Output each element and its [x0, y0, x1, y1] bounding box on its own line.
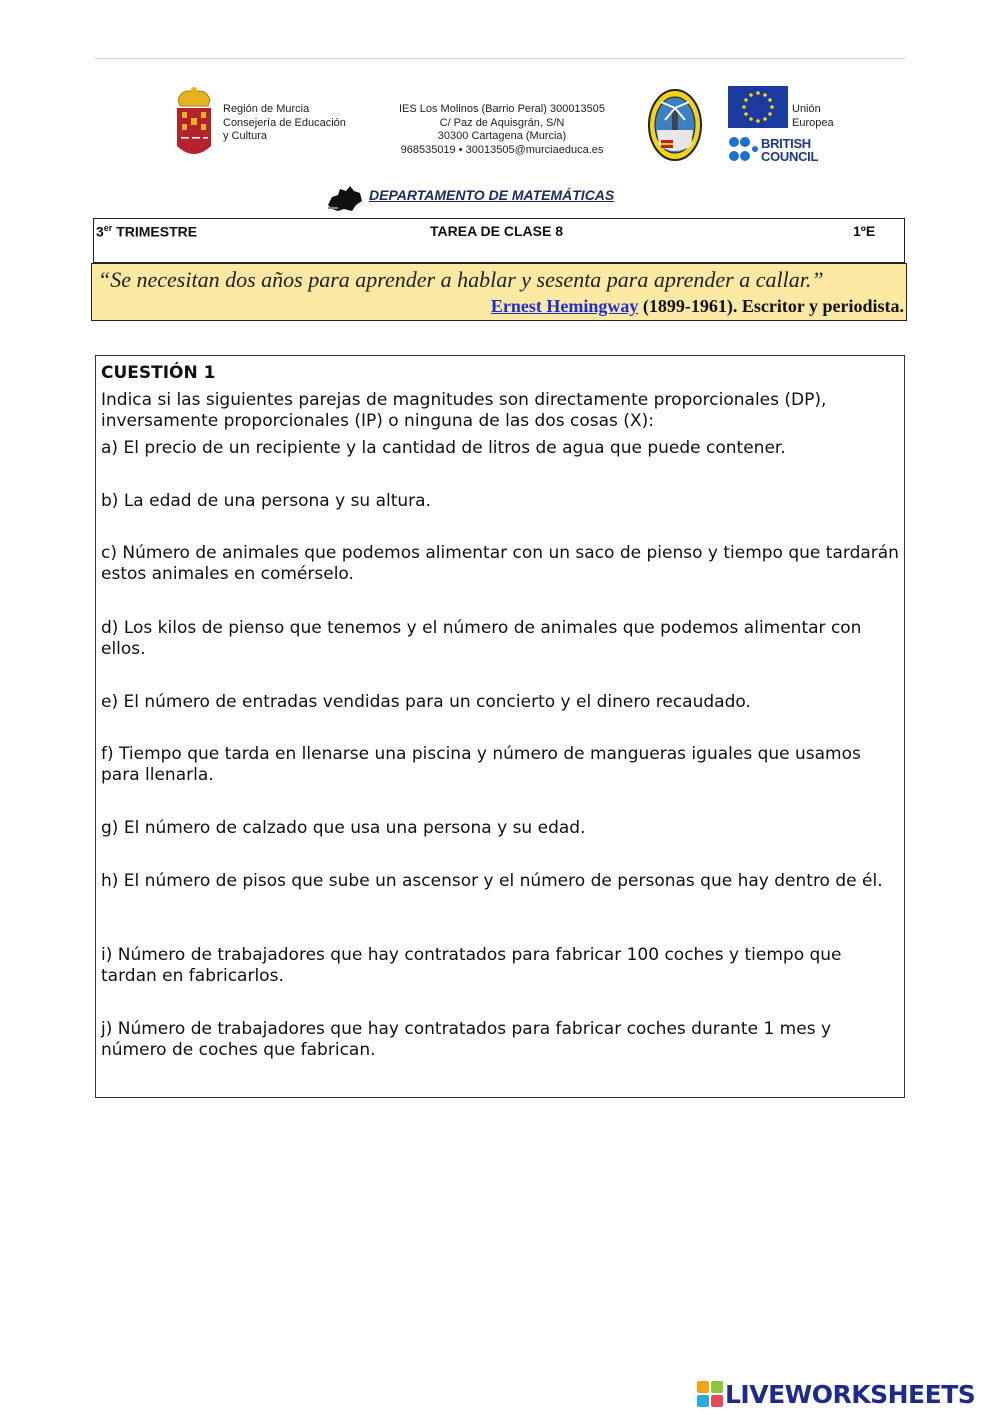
british-council-line: COUNCIL	[761, 149, 819, 164]
curso-label: 1ºE	[853, 223, 876, 239]
question-box	[95, 355, 905, 1098]
murcia-line: Región de Murcia	[223, 103, 310, 115]
school-line: 968535019 • 30013505@murciaeduca.es	[400, 143, 604, 156]
top-rule	[95, 58, 905, 59]
quote-author-link[interactable]: Ernest Hemingway	[490, 296, 639, 316]
eu-flag-icon	[728, 86, 788, 128]
eu-line: Unión	[792, 103, 821, 115]
assignment-info-box	[93, 218, 905, 263]
department-region-icon	[326, 183, 364, 213]
school-line: IES Los Molinos (Barrio Peral) 300013505	[398, 103, 606, 115]
question-item: i) Número de trabajadores que hay contratados para fabricar 100 coches y tiempo que tardan en fabricarlos.	[101, 945, 842, 986]
question-title: CUESTIÓN 1	[101, 363, 216, 383]
british-council-label	[761, 137, 818, 163]
eu-line: Europea	[792, 116, 834, 129]
question-intro: Indica si las siguientes parejas de magnitudes son directamente proporcionales (DP), inversamente proporcionales (IP) o ninguna de las dos cosas (X):	[101, 390, 827, 431]
school-address	[378, 103, 626, 157]
trimestre-suffix: er	[103, 223, 113, 233]
question-item: d) Los kilos de pienso que tenemos y el número de animales que podemos alimentar con ellos.	[101, 618, 862, 659]
quote-author-line	[491, 296, 904, 317]
school-seal-icon	[647, 88, 703, 162]
question-item: g) El número de calzado que usa una persona y su edad.	[101, 818, 586, 838]
british-council-line: BRITISH	[761, 136, 811, 151]
school-line: 30300 Cartagena (Murcia)	[437, 130, 567, 142]
question-item: b) La edad de una persona y su altura.	[101, 491, 431, 511]
question-item: f) Tiempo que tarda en llenarse una piscina y número de mangueras iguales que usamos para llenarla.	[101, 744, 861, 785]
murcia-consejeria-text	[223, 103, 346, 144]
question-item: a) El precio de un recipiente y la cantidad de litros de agua que puede contener.	[101, 438, 786, 458]
murcia-line: y Cultura	[223, 130, 268, 142]
liveworksheets-logo	[697, 1380, 975, 1408]
murcia-line: Consejería de Educación	[223, 116, 346, 129]
question-item: j) Número de trabajadores que hay contratados para fabricar coches durante 1 mes y número de coches que fabrican.	[101, 1019, 832, 1060]
tarea-label: TAREA DE CLASE 8	[430, 223, 564, 239]
department-title: DEPARTAMENTO DE MATEMÁTICAS	[369, 187, 615, 203]
question-item: e) El número de entradas vendidas para un concierto y el dinero recaudado.	[101, 692, 751, 712]
quote-author-details: (1899-1961). Escritor y periodista.	[638, 296, 904, 316]
question-item: h) El número de pisos que sube un ascensor y el número de personas que hay dentro de él.	[101, 871, 883, 891]
british-council-dots-icon	[728, 136, 758, 164]
quote-box	[91, 263, 907, 321]
school-line: C/ Paz de Aquisgrán, S/N	[439, 116, 565, 129]
liveworksheets-text: LIVEWORKSHEETS	[725, 1379, 976, 1409]
murcia-crest-icon	[172, 86, 216, 162]
eu-label	[792, 103, 834, 130]
liveworksheets-icon	[697, 1381, 723, 1407]
trimestre-number: 3	[96, 223, 104, 240]
trimestre-label	[96, 223, 197, 240]
trimestre-text: TRIMESTRE	[112, 223, 198, 240]
question-item: c) Número de animales que podemos alimentar con un saco de pienso y tiempo que tardarán estos animales en comérselo.	[101, 543, 899, 584]
quote-text: “Se necesitan dos años para aprender a hablar y sesenta para aprender a callar.”	[98, 267, 824, 292]
